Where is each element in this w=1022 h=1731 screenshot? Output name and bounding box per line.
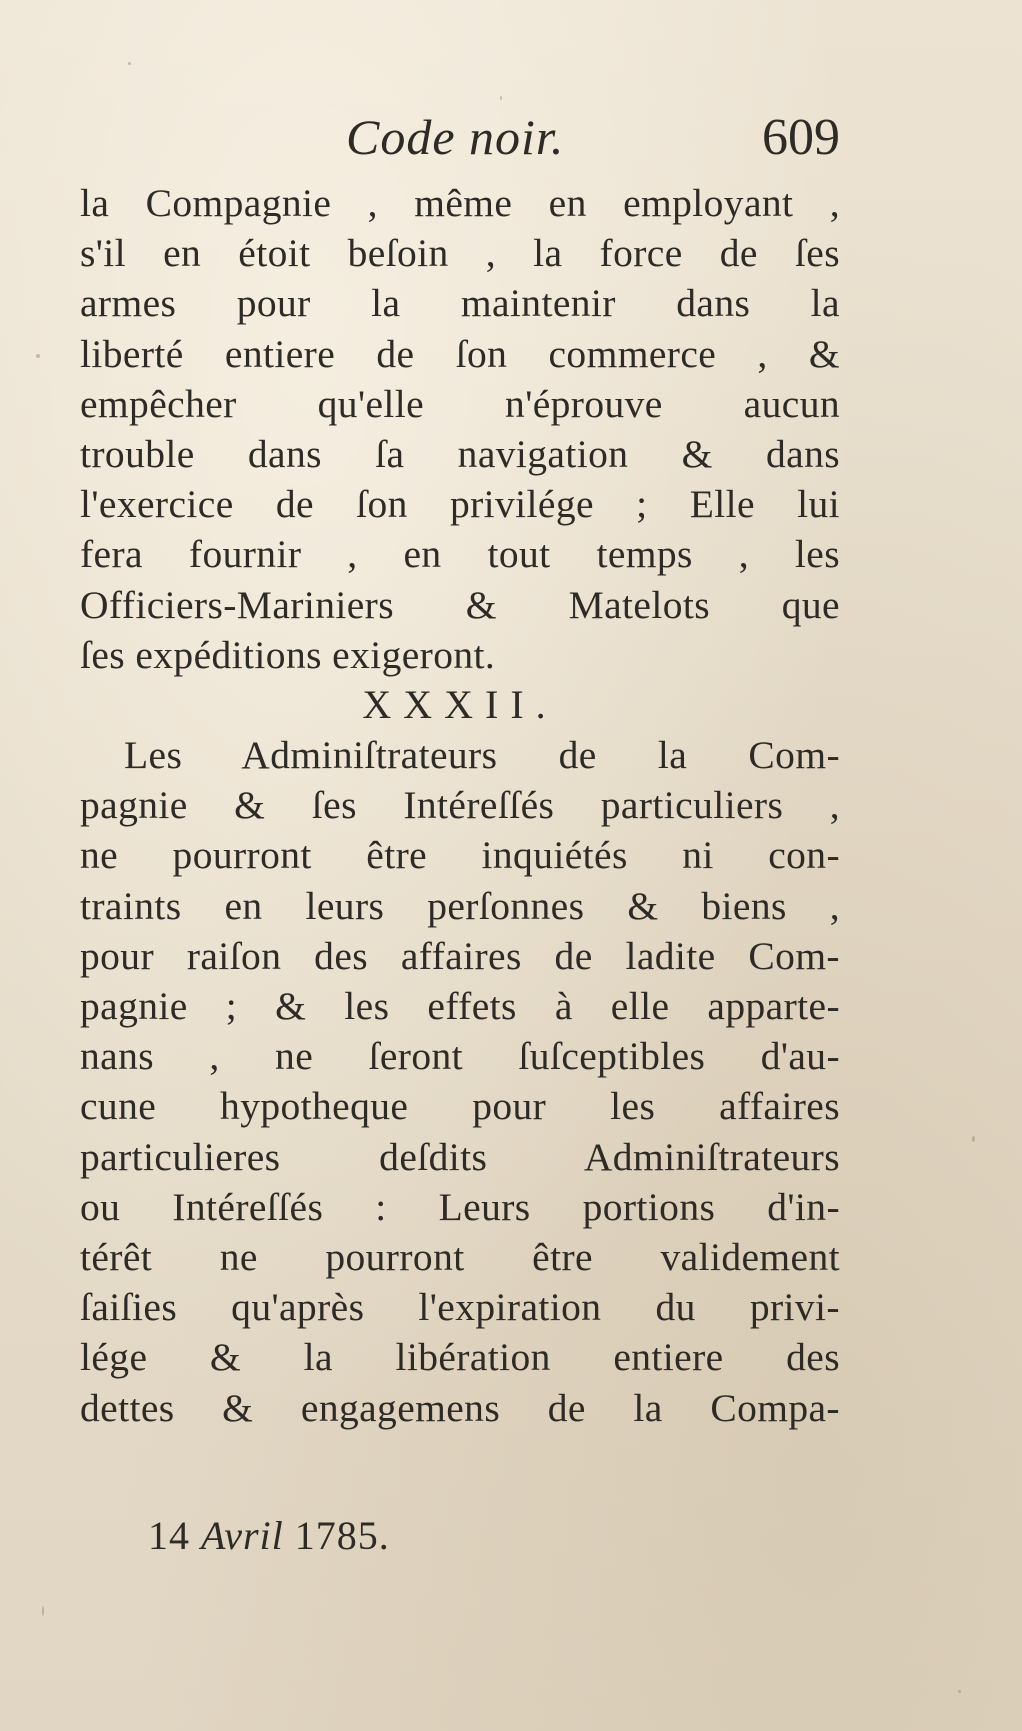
section-text-line: pagnie & ſes Intéreſſés particuliers , <box>80 783 840 828</box>
paper-speck <box>972 1136 975 1142</box>
body-text <box>80 178 840 1433</box>
section-text-line: ne pourront être inquiétés ni con- <box>80 833 840 878</box>
section-text-line: ou Intéreſſés : Leurs portions d'in- <box>80 1184 840 1229</box>
section-text-line: particulieres deſdits Adminiſtrateurs <box>80 1134 840 1179</box>
text-line: ſes expéditions exigeront. <box>80 632 496 677</box>
date-year: 1785. <box>294 1513 390 1558</box>
signature-date <box>148 1512 390 1559</box>
text-line: la Compagnie , même en employant , <box>80 181 840 225</box>
text-line: trouble dans ſa navigation & dans <box>80 431 840 476</box>
text-line: empêcher qu'elle n'éprouve aucun <box>80 381 840 426</box>
section-number: XXXII. <box>362 681 558 727</box>
text-line: l'exercice de ſon privilége ; Elle lui <box>80 482 840 527</box>
date-month: Avril <box>201 1513 284 1558</box>
paper-speck <box>36 354 40 358</box>
text-line: s'il en étoit beſoin , la force de ſes <box>80 231 840 276</box>
section-text-line: térêt ne pourront être validement <box>80 1234 840 1279</box>
date-day: 14 <box>148 1513 190 1558</box>
page-number: 609 <box>762 109 840 166</box>
page-header <box>80 108 840 178</box>
section-text-line: pagnie ; & les effets à elle apparte- <box>80 984 840 1028</box>
paper-speck <box>42 1606 44 1616</box>
text-line: Officiers-Mariniers & Matelots que <box>80 582 840 627</box>
running-title: Code noir. <box>346 109 565 165</box>
paper-speck <box>958 1690 961 1693</box>
text-line: liberté entiere de ſon commerce , & <box>80 331 840 376</box>
section-text-line: ſaiſies qu'après l'expiration du privi- <box>80 1285 840 1330</box>
section-text-line: traints en leurs perſonnes & biens , <box>80 883 840 928</box>
text-line: armes pour la maintenir dans la <box>80 281 840 326</box>
section-text-line: pour raiſon des affaires de ladite Com- <box>80 933 840 978</box>
paper-speck <box>128 62 131 65</box>
section-text-line: dettes & engagemens de la Compa- <box>80 1385 840 1430</box>
section-text-line: cune hypotheque pour les affaires <box>80 1084 840 1129</box>
section-text-line: lége & la libération entiere des <box>80 1335 840 1380</box>
section-text-line: nans , ne ſeront ſuſceptibles d'au- <box>80 1034 840 1079</box>
section-text-line: Les Adminiſtrateurs de la Com- <box>124 733 840 778</box>
text-line: fera fournir , en tout temps , les <box>80 532 840 577</box>
paper-speck <box>500 96 502 100</box>
